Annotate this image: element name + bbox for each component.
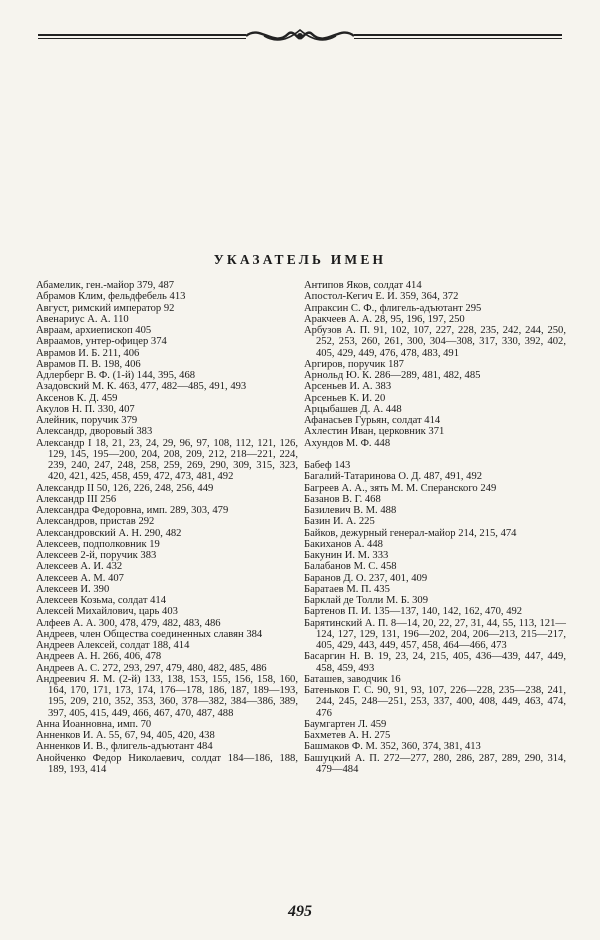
- index-entry: Андреев, член Общества соединенных славян 384: [36, 628, 263, 640]
- index-entry: Башуцкий А. П. 272—277, 280, 286, 287, 289, 290, 314, 479—484: [304, 752, 566, 775]
- index-entry: Базанов В. Г. 468: [304, 493, 381, 505]
- index-entry: Андреев А. Н. 266, 406, 478: [36, 651, 162, 663]
- index-column-right: [304, 280, 566, 775]
- index-entry: Аврамов И. Б. 211, 406: [36, 347, 140, 359]
- index-entry: Анненков И. А. 55, 67, 94, 405, 420, 438: [36, 730, 215, 741]
- index-entry: Арнольд Ю. К. 286—289, 481, 482, 485: [304, 370, 481, 381]
- letter-group-gap: [304, 449, 566, 460]
- index-entry: Апостол-Кегич Е. И. 359, 364, 372: [304, 291, 459, 303]
- index-entry: Балабанов М. С. 458: [304, 561, 397, 573]
- index-entry: Александров, пристав 292: [36, 516, 155, 528]
- index-entry: Авраамов, унтер-офицер 374: [36, 336, 167, 348]
- index-entry: Базилевич В. М. 488: [304, 505, 397, 516]
- index-entry: Алексей Михайлович, царь 403: [36, 606, 178, 618]
- index-entry: Андреев А. С. 272, 293, 297, 479, 480, 482, 485, 486: [36, 662, 267, 674]
- index-entry: Башмаков Ф. М. 352, 360, 374, 381, 413: [304, 741, 481, 753]
- index-entry: Бакиханов А. 448: [304, 538, 383, 550]
- index-entry: Бакунин И. М. 333: [304, 550, 389, 561]
- index-entry: Ахундов М. Ф. 448: [304, 437, 391, 449]
- index-entry: Александр I 18, 21, 23, 24, 29, 96, 97, 108, 112, 121, 126, 129, 145, 195—200, 204, 208, 209, 212, 218—221, 224, 239, 240, 247, 248, 258, 259, 269, 290, 309, 315, 323, 420, 421, 425, 458, 459, 472, 473, 481, 492: [36, 437, 298, 483]
- index-entry: Александр II 50, 126, 226, 248, 256, 449: [36, 482, 214, 494]
- index-entry: Арсеньев К. И. 20: [304, 392, 386, 404]
- index-entry: Аракчеев А. А. 28, 95, 196, 197, 250: [304, 313, 465, 325]
- index-entry: Баратаев М. П. 435: [304, 583, 390, 595]
- index-entry: Баташев, заводчик 16: [304, 673, 401, 685]
- index-entry: Аксенов К. Д. 459: [36, 392, 118, 404]
- index-entry: Арцыбашев Д. А. 448: [304, 403, 402, 415]
- index-entry: Байков, дежурный генерал-майор 214, 215, 474: [304, 527, 517, 539]
- index-entry: Алексеев Козьма, солдат 414: [36, 595, 167, 606]
- index-entry: Алексеев А. М. 407: [36, 572, 124, 584]
- index-entry: Анненков И. В., флигель-адъютант 484: [36, 741, 213, 753]
- header-ornament: [38, 22, 562, 50]
- index-entry: Адлерберг В. Ф. (1-й) 144, 395, 468: [36, 370, 196, 381]
- index-entry: Абамелик, ген.-майор 379, 487: [36, 280, 175, 291]
- index-entry: Акулов Н. П. 330, 407: [36, 403, 135, 415]
- index-entry: Алексеев 2-й, поручик 383: [36, 550, 157, 561]
- index-entry: Багреев А. А., зять М. М. Сперанского 249: [304, 482, 497, 494]
- index-entry: Апраксин С. Ф., флигель-адъютант 295: [304, 302, 482, 314]
- index-entry: Барятинский А. П. 8—14, 20, 22, 27, 31, 44, 55, 113, 121—124, 127, 129, 131, 196—202, 204, 206—213, 215—217, 405, 429, 443, 449, 457, 458, 464—466, 473: [304, 617, 566, 651]
- index-entry: Аргиров, поручик 187: [304, 358, 404, 370]
- index-entry: Алфеев А. А. 300, 478, 479, 482, 483, 486: [36, 617, 221, 629]
- index-entry: Барклай де Толли М. Б. 309: [304, 595, 428, 606]
- index-entry: Август, римский император 92: [36, 302, 175, 314]
- index-entry: Багалий-Татаринова О. Д. 487, 491, 492: [304, 471, 483, 483]
- index-entry: Алексеев А. И. 432: [36, 561, 123, 573]
- index-heading: УКАЗАТЕЛЬ ИМЕН: [213, 252, 387, 267]
- index-entry: Андреев Алексей, солдат 188, 414: [36, 640, 190, 651]
- index-entry: Баранов Д. О. 237, 401, 409: [304, 572, 428, 584]
- index-entry: Алексеев И. 390: [36, 583, 110, 595]
- index-entry: Бартенов П. И. 135—137, 140, 142, 162, 470, 492: [304, 606, 523, 618]
- page-number: 495: [288, 903, 312, 920]
- index-entry: Антипов Яков, солдат 414: [304, 280, 422, 291]
- index-entry: Баумгартен Л. 459: [304, 718, 387, 730]
- index-entry: Анна Иоанновна, имп. 70: [36, 718, 152, 730]
- index-entry: Басаргин Н. В. 19, 23, 24, 215, 405, 436—439, 447, 449, 458, 459, 493: [304, 651, 566, 674]
- index-entry: Базин И. А. 225: [304, 516, 375, 528]
- index-entry: Бахметев А. Н. 275: [304, 730, 391, 741]
- index-entry: Арсеньев И. А. 383: [304, 381, 392, 393]
- index-entry: Авенариус А. А. 110: [36, 313, 129, 325]
- index-entry: Афанасьев Гурьян, солдат 414: [304, 415, 441, 426]
- index-entry: Александр III 256: [36, 493, 117, 505]
- index-entry: Александровский А. Н. 290, 482: [36, 527, 182, 539]
- index-entry: Александра Федоровна, имп. 289, 303, 479: [36, 505, 229, 516]
- index-entry: Аврамов П. В. 198, 406: [36, 358, 141, 370]
- index-entry: Бабеф 143: [304, 460, 351, 471]
- index-entry: Анойченко Федор Николаевич, солдат 184—186, 188, 189, 193, 414: [36, 752, 298, 775]
- index-entry: Абрамов Клим, фельдфебель 413: [36, 291, 186, 303]
- index-entry: Александр, дворовый 383: [36, 426, 153, 438]
- index-entry: Алексеев, подполковник 19: [36, 538, 160, 550]
- index-entry: Ахлестин Иван, церковник 371: [304, 426, 445, 438]
- index-column-left: [36, 280, 298, 775]
- index-entry: Батеньков Г. С. 90, 91, 93, 107, 226—228, 235—238, 241, 244, 245, 248—251, 253, 337, 400, 408, 449, 463, 474, 476: [304, 685, 566, 719]
- index-entry: Арбузов А. П. 91, 102, 107, 227, 228, 235, 242, 244, 250, 252, 253, 260, 261, 300, 304—308, 317, 330, 392, 402, 405, 429, 449, 476, 478, 483, 491: [304, 325, 566, 359]
- index-entry: Алейник, поручик 379: [36, 415, 138, 426]
- index-entry: Андреевич Я. М. (2-й) 133, 138, 153, 155, 156, 158, 160, 164, 170, 171, 173, 174, 176—178, 186, 187, 189—193, 195, 209, 210, 352, 353, 360, 378—382, 384—386, 389, 397, 405, 415, 449, 466, 467, 470, 487, 488: [36, 673, 298, 719]
- index-entry: Азадовский М. К. 463, 477, 482—485, 491, 493: [36, 381, 247, 393]
- index-entry: Авраам, архиепископ 405: [36, 325, 152, 336]
